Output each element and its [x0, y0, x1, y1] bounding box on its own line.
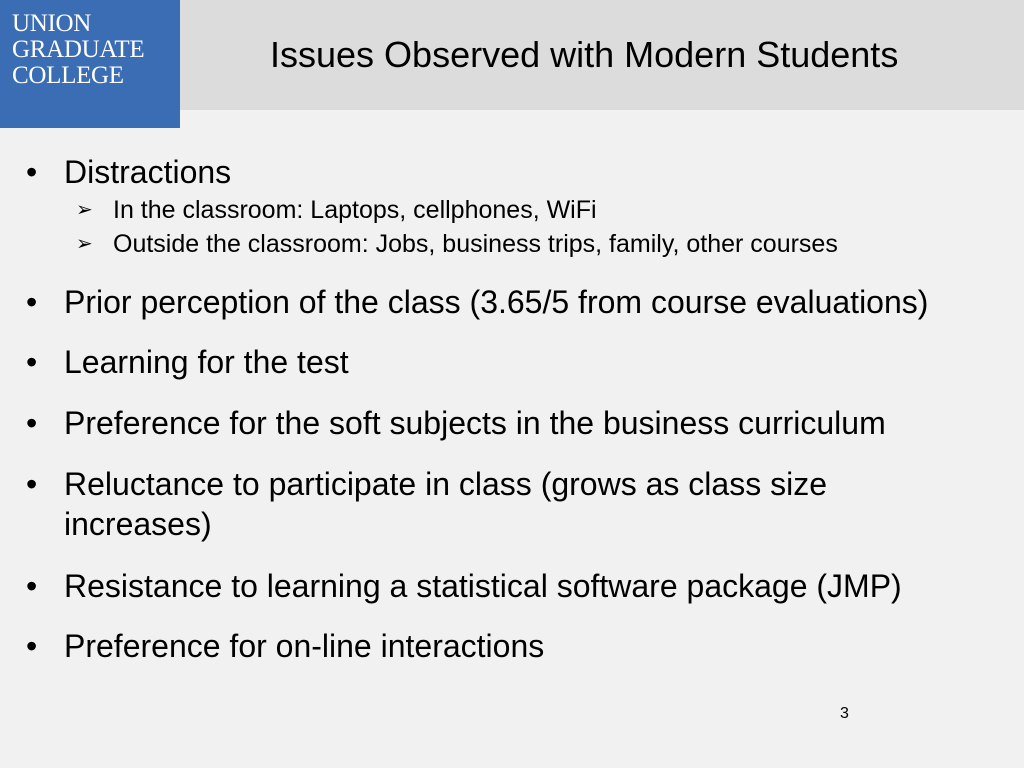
bullet-icon: •: [26, 628, 38, 664]
bullet-icon: •: [26, 284, 38, 320]
bullet-text: Distractions: [64, 154, 232, 190]
bullet-text: Preference for the soft subjects in the business curriculum: [64, 405, 886, 441]
logo-line-1: UNION: [12, 10, 92, 37]
union-graduate-college-logo: [0, 0, 180, 128]
page-number: 3: [840, 705, 849, 722]
bullet-text: Resistance to learning a statistical software package (JMP): [64, 568, 902, 604]
bullet-icon: •: [26, 154, 38, 190]
arrow-bullet-icon: ➢: [76, 233, 93, 255]
bullet-text: Prior perception of the class (3.65/5 from course evaluations): [64, 284, 929, 320]
logo-line-2: GRADUATE: [12, 36, 145, 63]
bullet-icon: •: [26, 344, 38, 380]
bullet-icon: •: [26, 405, 38, 441]
sub-bullet-text: Outside the classroom: Jobs, business trips, family, other courses: [113, 230, 838, 258]
slide-title: Issues Observed with Modern Students: [270, 34, 899, 75]
bullet-text: Preference for on-line interactions: [64, 628, 545, 664]
bullet-text: Learning for the test: [64, 344, 349, 380]
sub-bullet-text: In the classroom: Laptops, cellphones, WiFi: [113, 196, 597, 224]
bullet-icon: •: [26, 466, 38, 502]
arrow-bullet-icon: ➢: [76, 199, 93, 221]
bullet-icon: •: [26, 568, 38, 604]
bullet-text: increases): [64, 506, 212, 542]
logo-line-3: COLLEGE: [12, 62, 124, 89]
bullet-text: Reluctance to participate in class (grows as class size: [64, 466, 827, 502]
